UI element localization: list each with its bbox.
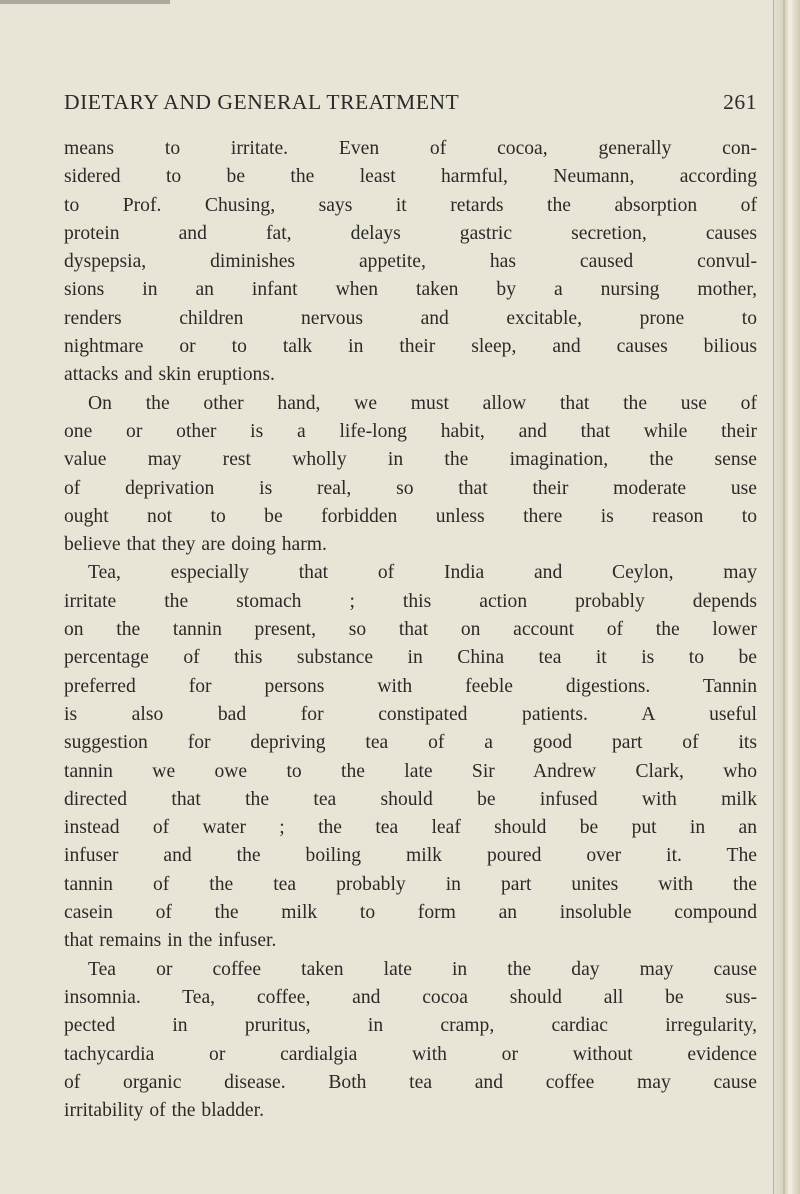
- text-line: pected in pruritus, in cramp, cardiac irregularity,: [64, 1015, 757, 1037]
- paragraph: [64, 559, 757, 955]
- text-line: suggestion for depriving tea of a good part of its: [64, 732, 757, 754]
- body-text: [64, 135, 757, 1125]
- text-line: renders children nervous and excitable, prone to: [64, 307, 757, 329]
- paragraph: [64, 956, 757, 1126]
- text-line: ought not to be forbidden unless there is reason to: [64, 505, 757, 527]
- text-line: one or other is a life-long habit, and that while their: [64, 420, 757, 442]
- text-line: On the other hand, we must allow that the use of: [88, 392, 757, 414]
- text-line: sions in an infant when taken by a nursing mother,: [64, 279, 757, 301]
- text-line: irritability of the bladder.: [64, 1100, 264, 1122]
- text-line: means to irritate. Even of cocoa, generally con-: [64, 138, 757, 159]
- text-line: preferred for persons with feeble digestions. Tannin: [64, 675, 757, 697]
- text-line: that remains in the infuser.: [64, 930, 277, 952]
- paragraph: [64, 390, 757, 560]
- text-line: Tea or coffee taken late in the day may cause: [88, 958, 757, 980]
- text-line: to Prof. Chusing, says it retards the absorption of: [64, 194, 757, 216]
- text-line: tannin we owe to the late Sir Andrew Clark, who: [64, 760, 757, 782]
- running-head: [64, 90, 757, 120]
- running-head-title: DIETARY AND GENERAL TREATMENT: [64, 90, 460, 114]
- text-line: of organic disease. Both tea and coffee may cause: [64, 1071, 757, 1093]
- text-line: infuser and the boiling milk poured over it. The: [64, 845, 757, 867]
- text-line: percentage of this substance in China tea it is to be: [64, 647, 757, 669]
- text-line: nightmare or to talk in their sleep, and causes bilious: [64, 336, 757, 358]
- book-gutter-edge: [773, 0, 800, 1194]
- text-line: directed that the tea should be infused with milk: [64, 788, 757, 810]
- text-line: of deprivation is real, so that their moderate use: [64, 477, 757, 499]
- page-top-shadow: [0, 0, 170, 4]
- text-line: value may rest wholly in the imagination, the sense: [64, 449, 757, 471]
- text-line: tannin of the tea probably in part unites with the: [64, 873, 757, 895]
- text-line: sidered to be the least harmful, Neumann, according: [64, 166, 757, 188]
- text-line: instead of water ; the tea leaf should be put in an: [64, 817, 757, 839]
- paragraph: [64, 135, 757, 390]
- text-line: believe that they are doing harm.: [64, 534, 327, 556]
- text-line: on the tannin present, so that on account of the lower: [64, 619, 757, 641]
- text-line: irritate the stomach ; this action probably depends: [64, 590, 757, 612]
- text-line: insomnia. Tea, coffee, and cocoa should all be sus-: [64, 986, 757, 1008]
- text-line: protein and fat, delays gastric secretion, causes: [64, 222, 757, 244]
- page-number: 261: [723, 90, 757, 114]
- text-line: dyspepsia, diminishes appetite, has caused convul-: [64, 251, 757, 273]
- text-line: Tea, especially that of India and Ceylon, may: [88, 562, 757, 584]
- text-line: casein of the milk to form an insoluble compound: [64, 902, 757, 924]
- text-line: attacks and skin eruptions.: [64, 364, 275, 386]
- text-line: is also bad for constipated patients. A useful: [64, 703, 757, 725]
- text-line: tachycardia or cardialgia with or without evidence: [64, 1043, 757, 1065]
